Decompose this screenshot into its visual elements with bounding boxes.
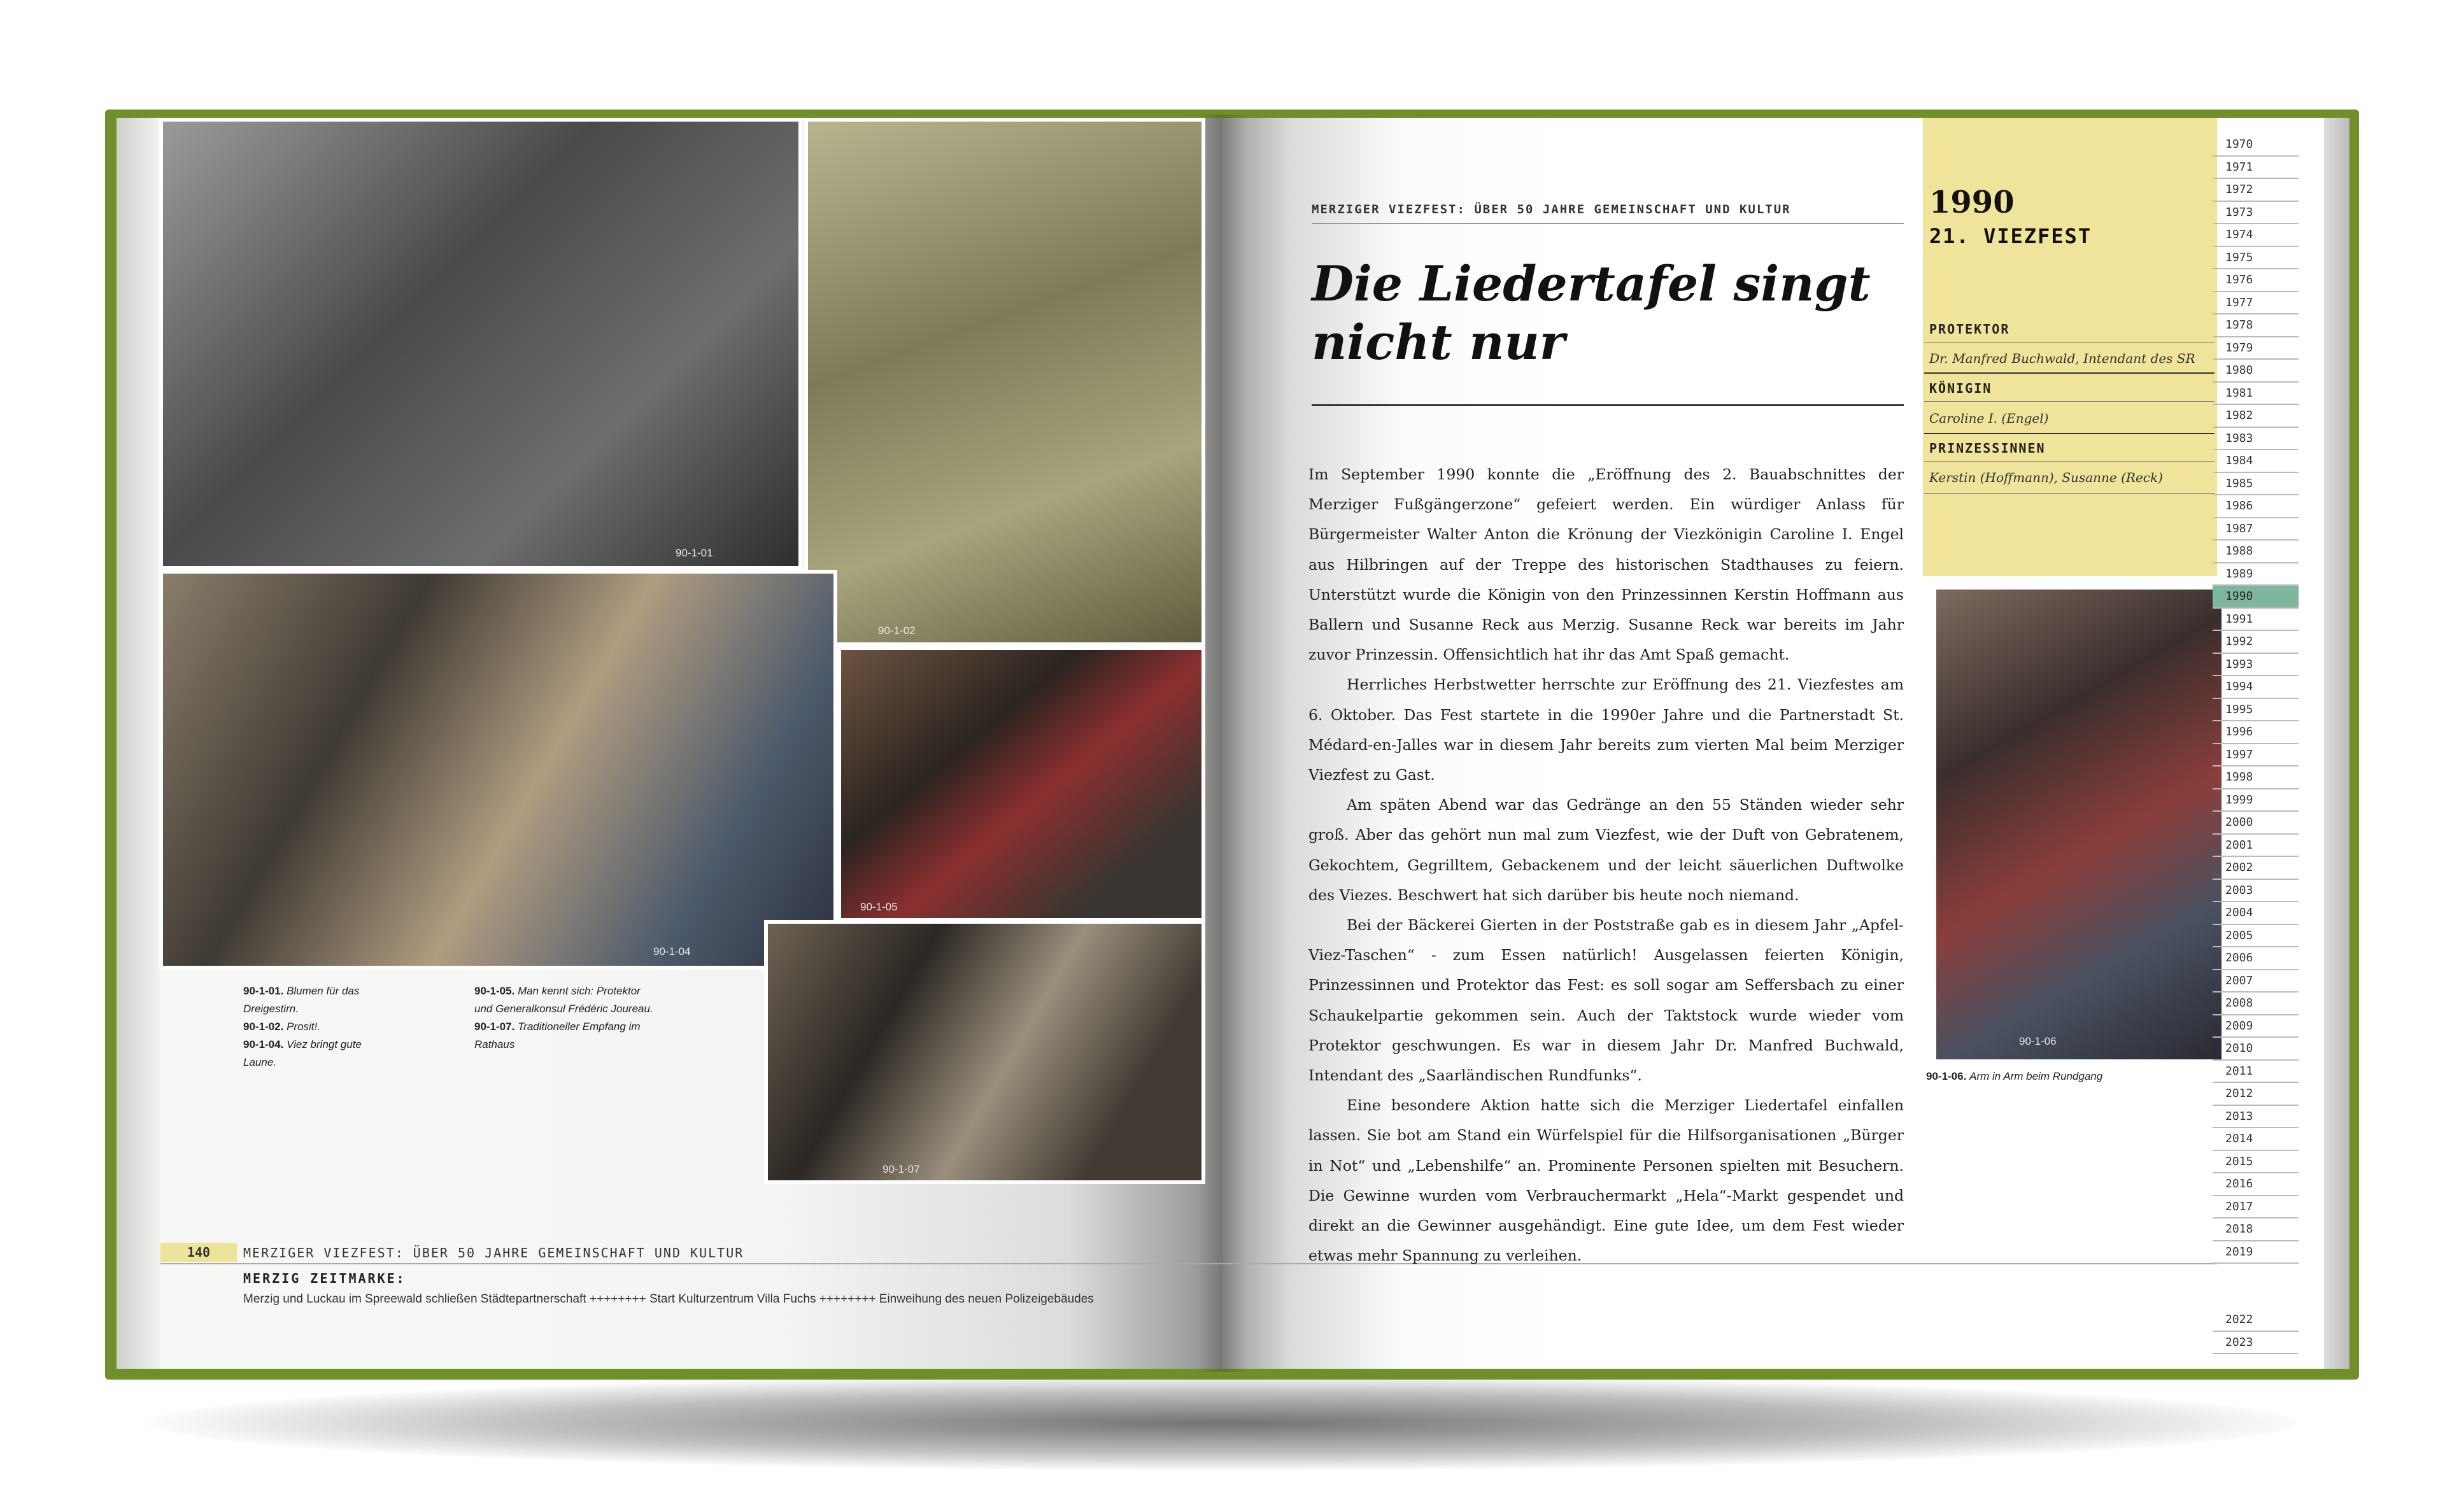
year-index-item[interactable]: 1998 bbox=[2213, 767, 2299, 789]
year-index-item[interactable]: 2023 bbox=[2213, 1332, 2299, 1355]
year-index-item[interactable]: 1995 bbox=[2213, 699, 2299, 722]
book-shadow bbox=[146, 1375, 2299, 1471]
year-index-item[interactable]: 1971 bbox=[2213, 157, 2299, 180]
year-index bbox=[2213, 134, 2299, 1354]
year-index-item[interactable]: 1990 bbox=[2213, 586, 2299, 609]
caption-90-1-06: 90-1-06. Arm in Arm beim Rundgang bbox=[1926, 1070, 2103, 1082]
year-index-item[interactable]: 1984 bbox=[2213, 450, 2299, 473]
year-index-item[interactable]: 2013 bbox=[2213, 1106, 2299, 1129]
year-index-item[interactable]: 1999 bbox=[2213, 789, 2299, 812]
year-index-item[interactable]: 2001 bbox=[2213, 835, 2299, 858]
year-index-item[interactable]: 1993 bbox=[2213, 654, 2299, 677]
year-index-item[interactable]: 1994 bbox=[2213, 676, 2299, 699]
photo-label: 90-1-05 bbox=[860, 901, 898, 913]
year-index-item[interactable]: 1992 bbox=[2213, 631, 2299, 654]
year-index-item[interactable]: 2002 bbox=[2213, 857, 2299, 880]
paragraph: Am späten Abend war das Gedränge an den 55 Ständen wieder sehr groß. Aber das gehört nun mal zum Viezfest, wie der Duft von Gebratenem, Gekochtem, Gegrilltem, Gebackenem und der leicht säuerlichen Duftwolke des Viezes. Beschwert hat sich darüber bis heute noch niemand. bbox=[1308, 796, 1904, 904]
year-index-item[interactable]: 2009 bbox=[2213, 1015, 2299, 1038]
caption-90-1-04: 90-1-04. Viez bringt gute Laune. bbox=[243, 1038, 362, 1068]
year-index-item[interactable]: 1974 bbox=[2213, 224, 2299, 247]
protektor-value: Dr. Manfred Buchwald, Intendant des SR bbox=[1929, 351, 2195, 366]
article-kicker: MERZIGER VIEZFEST: ÜBER 50 JAHRE GEMEINSCHAFT UND KULTUR bbox=[1312, 202, 1904, 224]
year-index-item[interactable]: 2007 bbox=[2213, 970, 2299, 993]
year-index-item[interactable]: 1989 bbox=[2213, 563, 2299, 586]
year-index-item[interactable]: 1997 bbox=[2213, 744, 2299, 767]
year-index-item[interactable]: 2005 bbox=[2213, 925, 2299, 948]
photo-label: 90-1-02 bbox=[878, 625, 916, 637]
year-index-item[interactable]: 1982 bbox=[2213, 405, 2299, 428]
fact-year: 1990 bbox=[1929, 185, 2015, 220]
year-index-item[interactable]: 1972 bbox=[2213, 179, 2299, 202]
year-index-item[interactable]: 1991 bbox=[2213, 609, 2299, 632]
photo-label: 90-1-06 bbox=[2019, 1035, 2057, 1047]
prinzessinnen-value: Kerstin (Hoffmann), Susanne (Reck) bbox=[1929, 470, 2163, 485]
footer-rule bbox=[160, 1263, 2217, 1264]
fact-rule bbox=[1924, 401, 2215, 402]
fact-rule bbox=[1924, 342, 2215, 343]
photo-90-1-04 bbox=[159, 570, 837, 970]
year-index-item[interactable]: 1986 bbox=[2213, 495, 2299, 518]
page-number: 140 bbox=[160, 1243, 237, 1262]
paragraph: Im September 1990 konnte die „Eröffnung des 2. Bauabschnittes der Merziger Fußgängerzone“ gefeiert werden. Ein würdiger Anlass für Bürgermeister Walter Anton die Krönung der Viezkönigin Caroline I. Engel aus Hilbringen auf der Treppe des historischen Stadthauses zu feiern. Unterstützt wurde die Königin von den Prinzessinnen Kerstin Hoffmann aus Ballern und Susanne Reck aus Merzig. Susanne Reck war bereits im Jahr zuvor Prinzessin. Offensichtlich hat ihr das Amt Spaß gemacht. bbox=[1308, 465, 1904, 664]
year-index-item[interactable]: 1977 bbox=[2213, 292, 2299, 315]
year-index-item[interactable]: 2000 bbox=[2213, 812, 2299, 835]
koenigin-value: Caroline I. (Engel) bbox=[1929, 411, 2049, 426]
year-index-item[interactable]: 2008 bbox=[2213, 993, 2299, 1015]
year-index-item[interactable]: 2016 bbox=[2213, 1173, 2299, 1196]
year-index-item[interactable]: 1975 bbox=[2213, 247, 2299, 270]
year-index-item[interactable]: 1976 bbox=[2213, 269, 2299, 292]
year-index-item[interactable]: 2012 bbox=[2213, 1083, 2299, 1106]
fact-rule bbox=[1924, 433, 2215, 434]
year-index-item[interactable]: 2010 bbox=[2213, 1038, 2299, 1061]
fact-fest: 21. VIEZFEST bbox=[1929, 224, 2092, 248]
year-index-item[interactable]: 2014 bbox=[2213, 1128, 2299, 1151]
fact-rule bbox=[1924, 461, 2215, 462]
year-index-gap bbox=[2213, 1287, 2299, 1310]
protektor-label: PROTEKTOR bbox=[1929, 321, 2010, 337]
photo-90-1-07 bbox=[764, 920, 1205, 1184]
caption-90-1-07: 90-1-07. Traditioneller Empfang im Rathaus bbox=[474, 1021, 641, 1050]
year-index-item[interactable]: 2003 bbox=[2213, 880, 2299, 903]
zeitmarke-title: MERZIG ZEITMARKE: bbox=[243, 1271, 406, 1286]
fact-rule bbox=[1924, 493, 2215, 494]
year-index-item[interactable]: 1985 bbox=[2213, 473, 2299, 496]
year-index-item[interactable]: 1973 bbox=[2213, 202, 2299, 225]
article-body bbox=[1308, 460, 1904, 1271]
year-index-item[interactable]: 1996 bbox=[2213, 721, 2299, 744]
year-index-item[interactable]: 1980 bbox=[2213, 360, 2299, 383]
captions-column-1 bbox=[243, 982, 371, 1071]
year-index-item[interactable]: 2006 bbox=[2213, 947, 2299, 970]
paragraph: Bei der Bäckerei Gierten in der Poststraße gab es in diesem Jahr „Apfel-Viez-Taschen“ - zum Essen natürlich! Ausgelassen feierten Königin, Prinzessinnen und Protektor das Fest: es soll sogar am Seffersbach zu einer Schaukelpartie gekommen sein. Auch der Taktstock wurde wieder vom Protektor geschwungen. Es war in diesem Jahr Dr. Manfred Buchwald, Intendant des „Saarländischen Rundfunks“. bbox=[1308, 916, 1904, 1085]
year-index-item[interactable]: 1981 bbox=[2213, 383, 2299, 406]
year-index-item[interactable]: 1987 bbox=[2213, 518, 2299, 541]
year-index-item[interactable]: 2017 bbox=[2213, 1196, 2299, 1219]
photo-90-1-06 bbox=[1932, 586, 2225, 1063]
photo-label: 90-1-04 bbox=[653, 945, 691, 957]
year-index-item[interactable]: 1983 bbox=[2213, 428, 2299, 451]
paragraph: Eine besondere Aktion hatte sich die Merziger Liedertafel einfallen lassen. Sie bot am Stand ein Würfelspiel für die Hilfsorganisationen „Bürger in Not“ und „Lebenshilfe“ an. Prominente Personen spielten mit Besuchern. Die Gewinne wurden vom Verbrauchermarkt „Hela“-Markt gespendet und direkt an die Gewinner ausgehändigt. Eine gute Idee, um dem Fest wieder etwas mehr Spannung zu verleihen. bbox=[1308, 1096, 1904, 1265]
year-index-item[interactable]: 1979 bbox=[2213, 337, 2299, 360]
photo-label: 90-1-01 bbox=[676, 547, 713, 559]
photo-90-1-02 bbox=[804, 118, 1205, 646]
year-index-item[interactable]: 1988 bbox=[2213, 541, 2299, 563]
caption-90-1-01: 90-1-01. Blumen für das Dreigestirn. bbox=[243, 985, 360, 1015]
left-page-edge bbox=[117, 118, 161, 1369]
year-index-item[interactable]: 2004 bbox=[2213, 902, 2299, 925]
year-index-item[interactable]: 1970 bbox=[2213, 134, 2299, 157]
fact-rule bbox=[1924, 372, 2215, 374]
photo-90-1-05 bbox=[837, 646, 1205, 922]
headline-rule bbox=[1312, 404, 1904, 406]
article-headline: Die Liedertafel singt nicht nur bbox=[1312, 255, 1871, 371]
year-index-item[interactable]: 2018 bbox=[2213, 1219, 2299, 1241]
right-page-edge bbox=[2324, 118, 2349, 1369]
prinzessinnen-label: PRINZESSINNEN bbox=[1929, 441, 2046, 456]
zeitmarke-text: Merzig und Luckau im Spreewald schließen Städtepartnerschaft ++++++++ Start Kulturzentrum Villa Fuchs ++++++++ Einweihung des neuen Polizeigebäudes bbox=[243, 1292, 1094, 1306]
koenigin-label: KÖNIGIN bbox=[1929, 381, 1992, 396]
year-index-item[interactable]: 2011 bbox=[2213, 1061, 2299, 1084]
year-index-item[interactable]: 2019 bbox=[2213, 1241, 2299, 1264]
year-index-gap bbox=[2213, 1264, 2299, 1287]
paragraph: Herrliches Herbstwetter herrschte zur Eröffnung des 21. Viezfestes am 6. Oktober. Das Fest startete in die 1990er Jahre und die Partnerstadt St. Médard-en-Jalles war in diesem Jahr bereits zum vierten Mal beim Merziger Viezfest zu Gast. bbox=[1308, 675, 1904, 784]
running-title: MERZIGER VIEZFEST: ÜBER 50 JAHRE GEMEINSCHAFT UND KULTUR bbox=[243, 1245, 744, 1261]
year-index-item[interactable]: 2015 bbox=[2213, 1151, 2299, 1174]
caption-90-1-05: 90-1-05. Man kennt sich: Protektor und Generalkonsul Frédéric Joureau. bbox=[474, 985, 653, 1015]
photo-label: 90-1-07 bbox=[882, 1163, 920, 1175]
caption-90-1-02: 90-1-02. Prosit!. bbox=[243, 1021, 320, 1033]
year-index-item[interactable]: 2022 bbox=[2213, 1309, 2299, 1332]
photo-90-1-01 bbox=[159, 118, 802, 570]
captions-column-2 bbox=[474, 982, 659, 1054]
year-index-item[interactable]: 1978 bbox=[2213, 314, 2299, 337]
